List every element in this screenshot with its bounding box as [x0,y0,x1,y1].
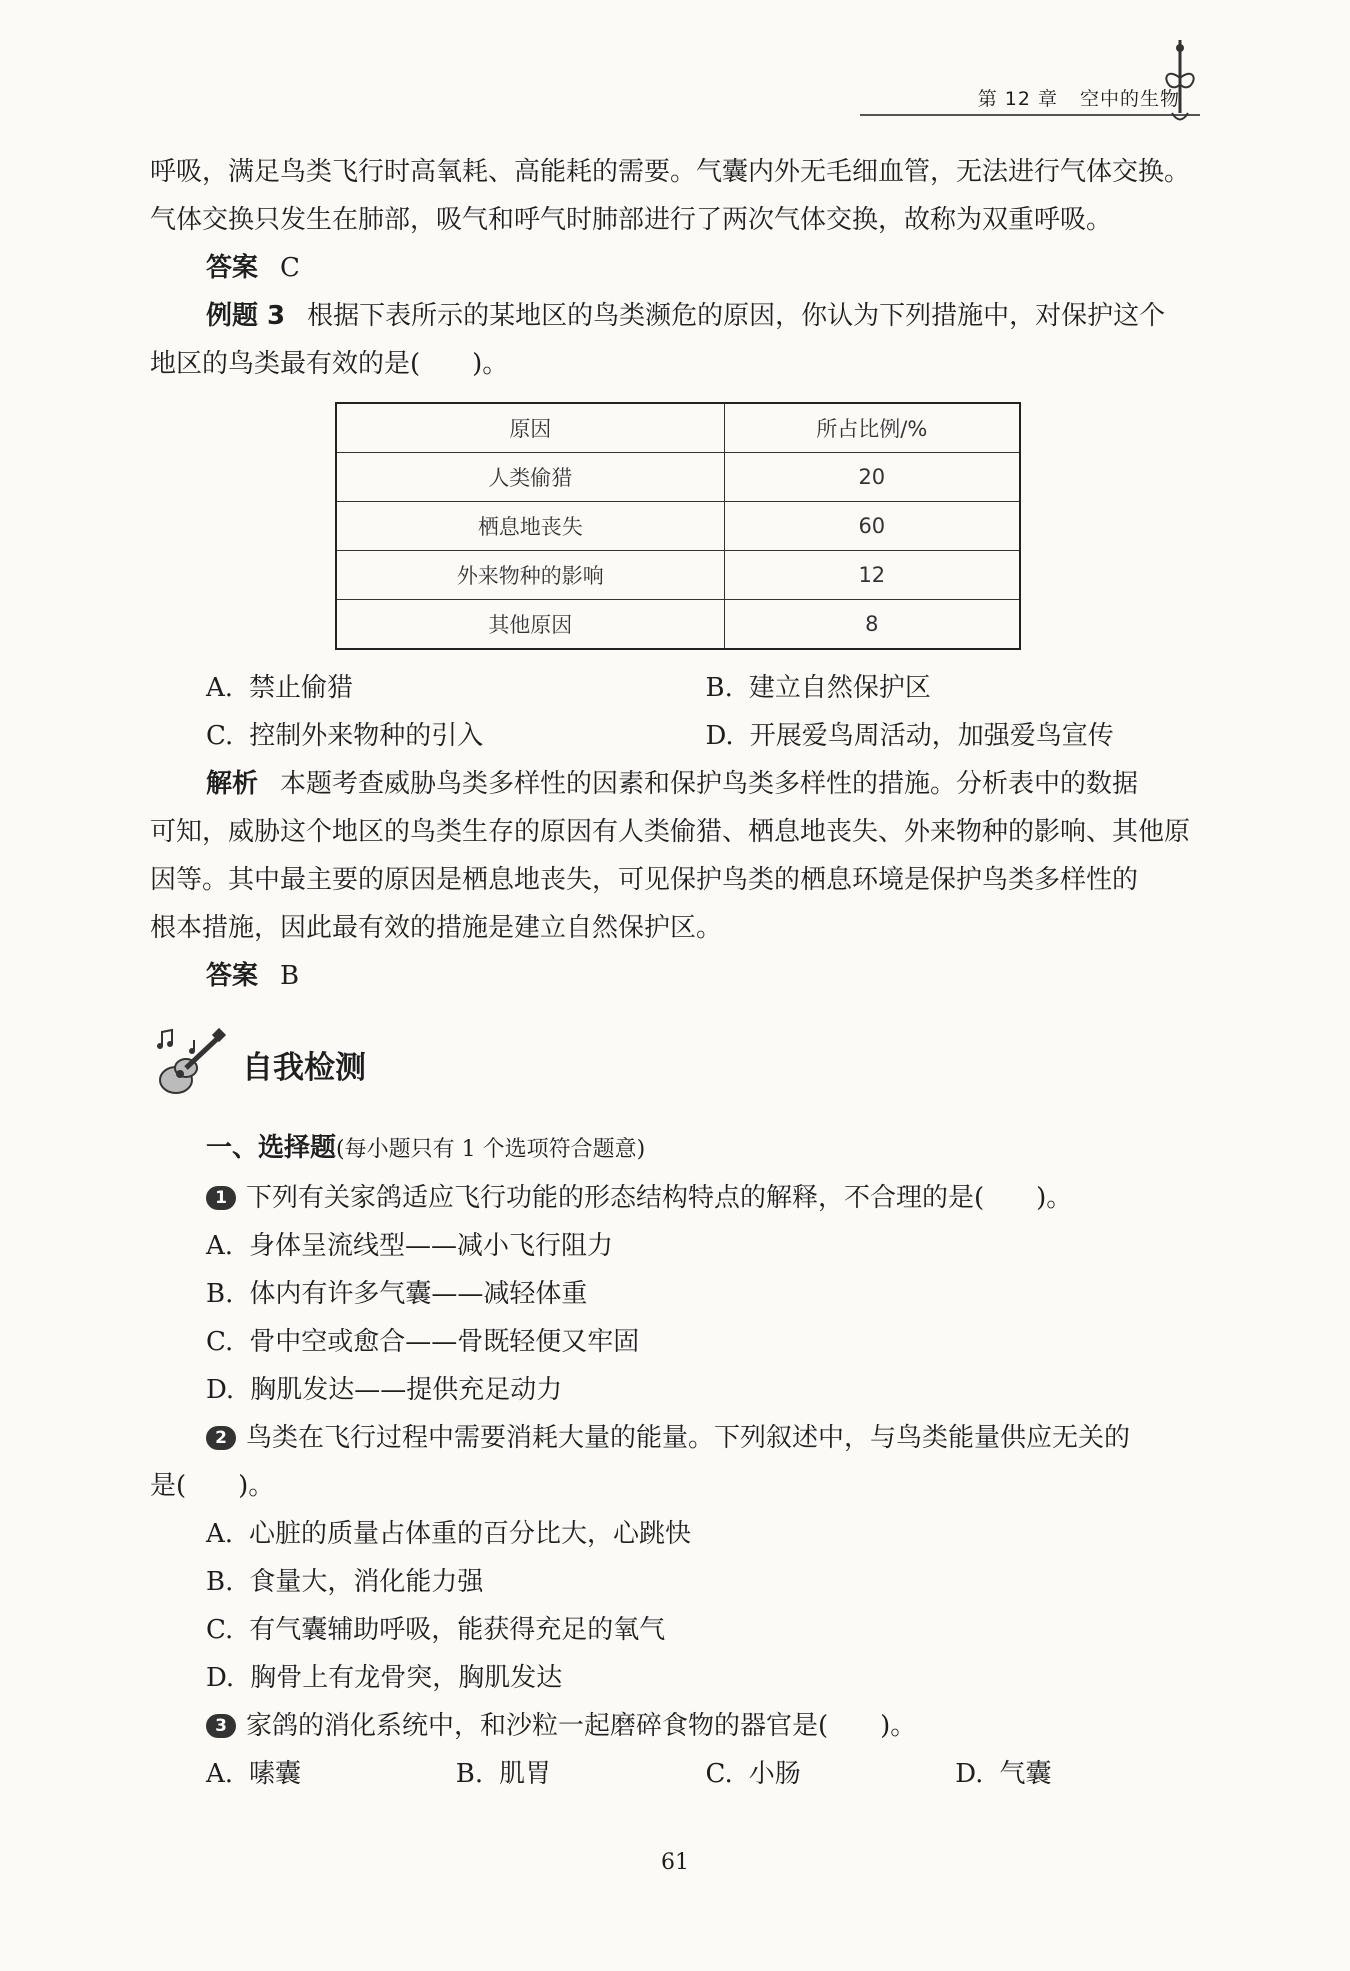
option-d [955,1750,1205,1798]
answer-label: 答案 [206,253,259,283]
answer-value: C [280,253,300,283]
analysis-line-2: 可知，威胁这个地区的鸟类生存的原因有人类偷猎、栖息地丧失、外来物种的影响、其他原 [150,817,1191,847]
answer-label: 答案 [206,961,259,991]
option-text: 体内有许多气囊——减轻体重 [249,1279,588,1309]
table-cell: 人类偷猎 [336,453,725,502]
option-c [706,1750,956,1798]
option-d [206,1366,1205,1414]
chapter-number: 第 12 章 [977,88,1058,110]
option-text: 有气囊辅助呼吸，能获得充足的氧气 [249,1615,666,1645]
option-b [706,664,1206,712]
table-header-cell: 原因 [336,403,725,453]
option-text: 骨中空或愈合——骨既轻便又牢固 [249,1327,640,1357]
option-letter: A. [206,673,234,703]
table-cell: 其他原因 [336,600,725,650]
option-letter: B. [455,1759,484,1789]
option-letter: A. [206,1519,234,1549]
option-a [206,664,706,712]
self-test-heading [150,1022,1205,1106]
section-1-title [150,1124,1205,1174]
question-1 [150,1174,1205,1222]
table-header-row [336,403,1020,453]
option-text: 禁止偷猎 [249,673,354,703]
section-1-note: (每小题只有 1 个选项符合题意) [336,1137,646,1162]
self-test-title: 自我检测 [242,1049,366,1086]
example-question-line-1: 根据下表所示的某地区的鸟类濒危的原因，你认为下列措施中，对保护这个 [307,301,1166,331]
table-row [336,600,1020,650]
example-3-options [150,664,1205,760]
answer-value: B [280,961,300,991]
option-text: 胸肌发达——提供充足动力 [250,1375,563,1405]
analysis-label: 解析 [206,769,259,799]
option-c [206,1606,1205,1654]
question-1-options [150,1222,1205,1414]
option-letter: C. [206,721,234,751]
analysis-line-3: 因等。其中最主要的原因是栖息地丧失，可见保护鸟类的栖息环境是保护鸟类多样性的 [150,865,1139,895]
question-number-badge: 2 [206,1426,236,1450]
option-letter: A. [206,1759,234,1789]
option-text: 心脏的质量占体重的百分比大，心跳快 [249,1519,692,1549]
option-d [706,712,1206,760]
option-letter: B. [206,1567,234,1597]
option-text: 小肠 [748,1759,801,1789]
option-text: 建立自然保护区 [748,673,931,703]
option-a [206,1222,1205,1270]
question-text: 下列有关家鸽适应飞行功能的形态结构特点的解释，不合理的是( )。 [246,1183,1073,1213]
guitar-music-icon [150,1024,230,1104]
option-letter: A. [206,1231,234,1261]
option-letter: C. [206,1615,234,1645]
intro-line-1: 呼吸，满足鸟类飞行时高氧耗、高能耗的需要。气囊内外无毛细血管，无法进行气体交换。 [150,157,1191,187]
option-letter: B. [206,1279,234,1309]
table-cell: 20 [725,453,1020,502]
question-3 [150,1702,1205,1750]
analysis-line-4: 根本措施，因此最有效的措施是建立自然保护区。 [150,913,723,943]
option-letter: D. [206,1663,235,1693]
table-cell: 8 [725,600,1020,650]
section-1-label: 一、选择题 [206,1133,337,1163]
option-text: 肌胃 [499,1759,552,1789]
option-text: 食量大，消化能力强 [249,1567,484,1597]
table-row [336,551,1020,600]
reasons-table [335,402,1021,650]
option-letter: D. [955,1759,984,1789]
chapter-title: 空中的生物 [1079,88,1180,110]
table-cell: 12 [725,551,1020,600]
option-text: 气囊 [999,1759,1052,1789]
option-a [206,1510,1205,1558]
table-cell: 外来物种的影响 [336,551,725,600]
question-2-options [150,1510,1205,1702]
running-header [860,78,1200,116]
analysis-line-1 [150,760,1205,808]
question-number-badge: 3 [206,1714,236,1738]
option-text: 身体呈流线型——减小飞行阻力 [249,1231,614,1261]
header-text [956,84,1180,111]
answer-1 [150,244,1205,292]
option-text: 开展爱鸟周活动，加强爱鸟宣传 [749,721,1114,751]
question-text: 鸟类在飞行过程中需要消耗大量的能量。下列叙述中，与鸟类能量供应无关的 [246,1423,1131,1453]
option-letter: B. [705,673,733,703]
option-letter: C. [206,1327,234,1357]
question-3-options [150,1750,1205,1798]
page-number: 61 [661,1850,689,1875]
option-c [206,712,706,760]
question-text: 家鸽的消化系统中，和沙粒一起磨碎食物的器官是( )。 [246,1711,917,1741]
table-cell: 栖息地丧失 [336,502,725,551]
table-cell: 60 [725,502,1020,551]
analysis-text: 本题考查威胁鸟类多样性的因素和保护鸟类多样性的措施。分析表中的数据 [280,769,1139,799]
option-c [206,1318,1205,1366]
option-b [206,1270,1205,1318]
table-row [336,502,1020,551]
option-letter: D. [705,721,734,751]
example-question-line-2: 地区的鸟类最有效的是( )。 [150,349,509,379]
page-content [150,148,1205,1798]
option-a [206,1750,456,1798]
option-b [456,1750,706,1798]
table-row [336,453,1020,502]
question-2-line-2: 是( )。 [150,1471,275,1501]
option-letter: D. [206,1375,235,1405]
question-2 [150,1414,1205,1462]
example-3-question [150,292,1205,340]
option-text: 胸骨上有龙骨突，胸肌发达 [250,1663,563,1693]
option-d [206,1654,1205,1702]
example-label: 例题 3 [206,301,286,331]
intro-line-2: 气体交换只发生在肺部，吸气和呼气时肺部进行了两次气体交换，故称为双重呼吸。 [150,205,1113,235]
answer-2 [150,952,1205,1000]
table-header-cell: 所占比例/% [725,403,1020,453]
option-b [206,1558,1205,1606]
question-number-badge: 1 [206,1186,236,1210]
option-text: 嗉囊 [249,1759,302,1789]
option-letter: C. [705,1759,733,1789]
header-ornament-icon [1150,38,1210,128]
option-text: 控制外来物种的引入 [249,721,484,751]
